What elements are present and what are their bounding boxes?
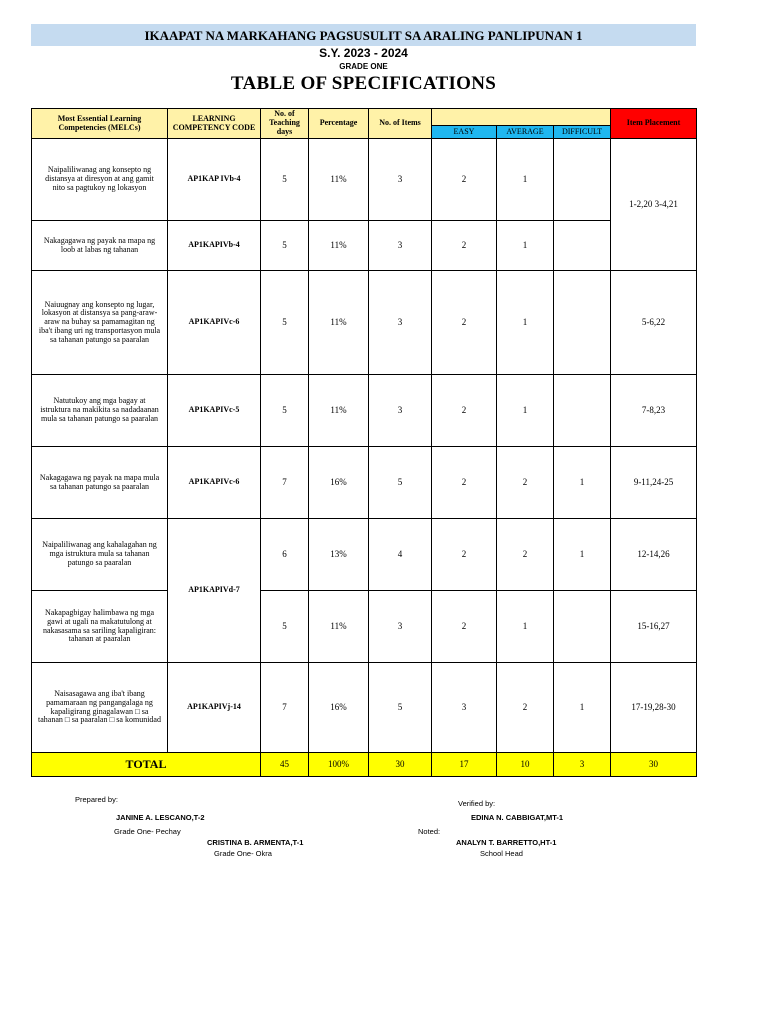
header-percentage: Percentage bbox=[309, 109, 369, 139]
placement-cell: 5-6,22 bbox=[611, 271, 697, 375]
difficult-cell bbox=[554, 271, 611, 375]
difficult-cell bbox=[554, 591, 611, 663]
placement-cell: 1-2,20 3-4,21 bbox=[611, 139, 697, 271]
melc-cell: Nakagagawa ng payak na mapa mula sa tahanan patungo sa paaralan bbox=[32, 447, 168, 519]
table-row bbox=[32, 519, 697, 591]
placement-cell: 9-11,24-25 bbox=[611, 447, 697, 519]
easy-cell: 2 bbox=[432, 139, 497, 221]
easy-cell: 2 bbox=[432, 591, 497, 663]
header-average: AVERAGE bbox=[497, 126, 554, 139]
table-row bbox=[32, 139, 697, 221]
prepared-by-label: Prepared by: bbox=[75, 795, 118, 804]
header-difficult: DIFFICULT bbox=[554, 126, 611, 139]
preparer2-role: Grade One- Okra bbox=[214, 849, 272, 858]
code-cell: AP1KAP IVb-4 bbox=[168, 139, 261, 221]
average-cell: 1 bbox=[497, 591, 554, 663]
verifier-name: EDINA N. CABBIGAT,MT-1 bbox=[471, 813, 564, 822]
average-cell: 2 bbox=[497, 519, 554, 591]
total-easy: 17 bbox=[432, 753, 497, 777]
items-cell: 4 bbox=[369, 519, 432, 591]
days-cell: 7 bbox=[261, 663, 309, 753]
melc-cell: Naisasagawa ang iba't ibang pamamaraan ng pangangalaga ng kapaligirang ginagalawan □ sa tahanan □ sa paaralan □ sa komunidad bbox=[32, 663, 168, 753]
difficult-cell bbox=[554, 375, 611, 447]
total-row bbox=[32, 753, 697, 777]
average-cell: 2 bbox=[497, 663, 554, 753]
percentage-cell: 11% bbox=[309, 139, 369, 221]
easy-cell: 2 bbox=[432, 519, 497, 591]
code-cell: AP1KAPIVc-6 bbox=[168, 447, 261, 519]
placement-cell: 7-8,23 bbox=[611, 375, 697, 447]
header-easy: EASY bbox=[432, 126, 497, 139]
percentage-cell: 16% bbox=[309, 447, 369, 519]
total-difficult: 3 bbox=[554, 753, 611, 777]
difficult-cell: 1 bbox=[554, 447, 611, 519]
total-label: TOTAL bbox=[32, 753, 261, 777]
easy-cell: 2 bbox=[432, 375, 497, 447]
melc-cell: Nakagagawa ng payak na mapa ng loob at labas ng tahanan bbox=[32, 221, 168, 271]
easy-cell: 3 bbox=[432, 663, 497, 753]
table-row bbox=[32, 271, 697, 375]
header-days: No. of Teaching days bbox=[261, 109, 309, 139]
preparer1-name: JANINE A. LESCANO,T-2 bbox=[116, 813, 205, 822]
total-days: 45 bbox=[261, 753, 309, 777]
code-cell: AP1KAPIVc-6 bbox=[168, 271, 261, 375]
difficult-cell bbox=[554, 139, 611, 221]
total-average: 10 bbox=[497, 753, 554, 777]
easy-cell: 2 bbox=[432, 447, 497, 519]
melc-cell: Natutukoy ang mga bagay at istruktura na makikita sa nadadaanan mula sa tahanan patungo sa paaralan bbox=[32, 375, 168, 447]
table-row bbox=[32, 375, 697, 447]
preparer2-name: CRISTINA B. ARMENTA,T-1 bbox=[207, 838, 304, 847]
difficult-cell bbox=[554, 221, 611, 271]
table-row bbox=[32, 591, 697, 663]
total-items: 30 bbox=[369, 753, 432, 777]
table-row bbox=[32, 447, 697, 519]
melc-cell: Naiuugnay ang konsepto ng lugar, lokasyon at distansya sa pang-araw-araw na buhay sa pamamagitan ng iba't ibang uri ng transportasyon mula sa tahanan patungo sa paaralan bbox=[32, 271, 168, 375]
items-cell: 3 bbox=[369, 375, 432, 447]
school-year: S.Y. 2023 - 2024 bbox=[319, 46, 408, 60]
noted-label: Noted: bbox=[418, 827, 441, 836]
average-cell: 2 bbox=[497, 447, 554, 519]
days-cell: 5 bbox=[261, 591, 309, 663]
average-cell: 1 bbox=[497, 271, 554, 375]
code-cell: AP1KAPIVd-7 bbox=[168, 519, 261, 663]
placement-cell: 17-19,28-30 bbox=[611, 663, 697, 753]
preparer1-role: Grade One- Pechay bbox=[114, 827, 181, 836]
grade-level: GRADE ONE bbox=[339, 62, 388, 71]
header-items: No. of Items bbox=[369, 109, 432, 139]
document-title: IKAAPAT NA MARKAHANG PAGSUSULIT SA ARALING PANLIPUNAN 1 bbox=[31, 24, 696, 46]
easy-cell: 2 bbox=[432, 271, 497, 375]
total-placement: 30 bbox=[611, 753, 697, 777]
percentage-cell: 13% bbox=[309, 519, 369, 591]
code-cell: AP1KAPIVj-14 bbox=[168, 663, 261, 753]
percentage-cell: 11% bbox=[309, 271, 369, 375]
items-cell: 5 bbox=[369, 447, 432, 519]
difficult-cell: 1 bbox=[554, 663, 611, 753]
code-cell: AP1KAPIVc-5 bbox=[168, 375, 261, 447]
days-cell: 6 bbox=[261, 519, 309, 591]
table-row bbox=[32, 663, 697, 753]
percentage-cell: 16% bbox=[309, 663, 369, 753]
verified-by-label: Verified by: bbox=[458, 799, 496, 808]
average-cell: 1 bbox=[497, 139, 554, 221]
items-cell: 5 bbox=[369, 663, 432, 753]
days-cell: 5 bbox=[261, 221, 309, 271]
placement-cell: 12-14,26 bbox=[611, 519, 697, 591]
header-code: LEARNING COMPETENCY CODE bbox=[168, 109, 261, 139]
days-cell: 5 bbox=[261, 375, 309, 447]
items-cell: 3 bbox=[369, 591, 432, 663]
header-melc: Most Essential Learning Competencies (MELCs) bbox=[32, 109, 168, 139]
difficult-cell: 1 bbox=[554, 519, 611, 591]
percentage-cell: 11% bbox=[309, 221, 369, 271]
percentage-cell: 11% bbox=[309, 591, 369, 663]
average-cell: 1 bbox=[497, 375, 554, 447]
items-cell: 3 bbox=[369, 221, 432, 271]
days-cell: 7 bbox=[261, 447, 309, 519]
noter-name: ANALYN T. BARRETTO,HT-1 bbox=[456, 838, 557, 847]
melc-cell: Naipaliliwanag ang kahalagahan ng mga istruktura mula sa tahanan patungo sa paaralan bbox=[32, 519, 168, 591]
header-difficulty-group bbox=[432, 109, 611, 126]
melc-cell: Nakapagbigay halimbawa ng mga gawi at ugali na makatutulong at nakasasama sa sariling kapaligiran: tahanan at paaralan bbox=[32, 591, 168, 663]
header-placement: Item Placement bbox=[611, 109, 697, 139]
placement-cell: 15-16,27 bbox=[611, 591, 697, 663]
noter-role: School Head bbox=[480, 849, 523, 858]
percentage-cell: 11% bbox=[309, 375, 369, 447]
items-cell: 3 bbox=[369, 139, 432, 221]
items-cell: 3 bbox=[369, 271, 432, 375]
table-title: TABLE OF SPECIFICATIONS bbox=[230, 73, 497, 94]
days-cell: 5 bbox=[261, 139, 309, 221]
easy-cell: 2 bbox=[432, 221, 497, 271]
code-cell: AP1KAPIVb-4 bbox=[168, 221, 261, 271]
total-percentage: 100% bbox=[309, 753, 369, 777]
average-cell: 1 bbox=[497, 221, 554, 271]
days-cell: 5 bbox=[261, 271, 309, 375]
melc-cell: Naipaliliwanag ang konsepto ng distansya at diresyon at ang gamit nito sa pagtukoy ng lokasyon bbox=[32, 139, 168, 221]
table-row bbox=[32, 221, 697, 271]
specification-table bbox=[31, 108, 697, 777]
